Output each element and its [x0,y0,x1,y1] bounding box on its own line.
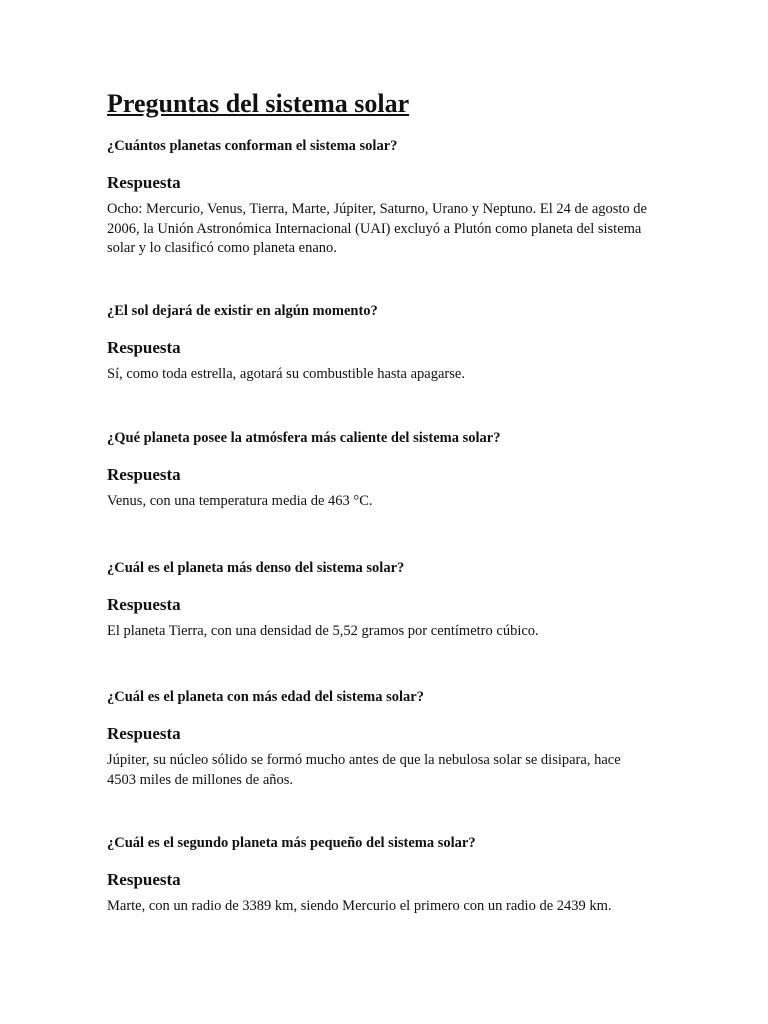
answer-heading: Respuesta [107,595,181,614]
question: ¿Cuántos planetas conforman el sistema solar? [107,138,398,154]
answer-heading: Respuesta [107,724,181,743]
answer-heading: Respuesta [107,338,181,357]
answer-heading: Respuesta [107,870,181,889]
question: ¿Cuál es el planeta más denso del sistema solar? [107,560,405,576]
question: ¿Qué planeta posee la atmósfera más caliente del sistema solar? [107,430,501,446]
answer: Sí, como toda estrella, agotará su combustible hasta apagarse. [107,366,465,382]
question: ¿Cuál es el planeta con más edad del sistema solar? [107,689,424,705]
answer-heading: Respuesta [107,173,181,192]
page-title: Preguntas del sistema solar [107,89,410,118]
question: ¿Cuál es el segundo planeta más pequeño del sistema solar? [107,835,476,851]
answer: Venus, con una temperatura media de 463 °C. [107,493,373,509]
answer-heading: Respuesta [107,465,181,484]
answer: Marte, con un radio de 3389 km, siendo Mercurio el primero con un radio de 2439 km. [107,898,612,914]
answer: Júpiter, su núcleo sólido se formó mucho antes de que la nebulosa solar se disipara, hace 4503 miles de millones de años. [107,752,621,788]
answer: Ocho: Mercurio, Venus, Tierra, Marte, Júpiter, Saturno, Urano y Neptuno. El 24 de agosto de 2006, la Unión Astronómica Internacional (UAI) excluyó a Plutón como planeta del sistema solar y lo clasificó como planeta enano. [107,201,647,256]
answer: El planeta Tierra, con una densidad de 5,52 gramos por centímetro cúbico. [107,623,539,639]
question: ¿El sol dejará de existir en algún momento? [107,303,378,319]
